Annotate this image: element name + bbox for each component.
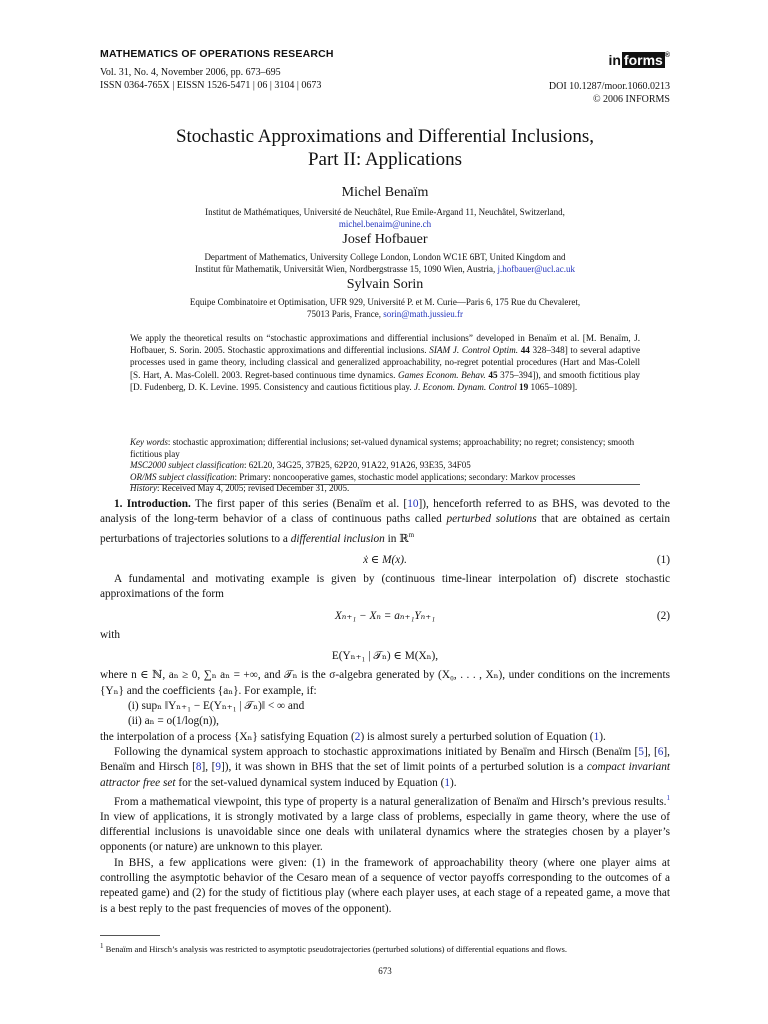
section-heading: 1. Introduction. <box>114 498 191 510</box>
citation-link[interactable]: 6 <box>657 745 664 758</box>
equation-2: Xₙ₊₁ − Xₙ = aₙ₊₁Yₙ₊₁ (2) <box>334 609 670 622</box>
paper-page <box>100 0 670 1024</box>
author-name: Sylvain Sorin <box>346 277 424 292</box>
author-affiliation: Institut de Mathématiques, Université de Neuchâtel, Rue Emile-Argand 11, Neuchâtel, Switzerland, michel.benaim@unine.ch <box>100 206 670 230</box>
equation-1: ẋ ∈ M(x). (1) <box>363 553 670 566</box>
abstract-divider <box>130 484 640 485</box>
paragraph: From a mathematical viewpoint, this type of property is a natural generalization of Benaïm and Hirsch’s previous results.$^1$ In view of applications, it is strongly motivated by a large class of problems, especially in game theory, where the use of differential inclusions is unavoidable since one deals with unilateral dynamics where the strategies chosen by a player’s opponents (or nature) are unknown to this player. <box>100 793 670 854</box>
paragraph: Following the dynamical system approach to stochastic approximations initiated by Benaïm and Hirsch (Benaïm [5], [6], Benaïm and Hirsch [8], [9]), it was shown in BHS that the set of limit points of a perturbed solution is a compact invariant attractor free set for the set-valued dynamical system induced by Equation (1). <box>100 745 671 789</box>
equation-ref-link[interactable]: 1 <box>444 776 451 789</box>
informs-logo: in forms ® <box>608 52 670 68</box>
equation-ref-link[interactable]: 1 <box>593 730 600 743</box>
keywords: Key words: stochastic approximation; differential inclusions; set-valued dynamical systems; approachability; no regret; consistency; smooth fictitious play <box>130 437 635 459</box>
intro-paragraph: 1. Introduction. The first paper of this series (Benaïm et al. [10]), henceforth referred to as BHS, was devoted to the analysis of the long-term behavior of a class of continuous paths called perturbed solutions that are obtained as certain perturbations of trajectories solutions to a differential inclusion in ℝ$^m$ <box>100 498 671 545</box>
paper-title: Stochastic Approximations and Differential Inclusions, Part II: Applications <box>175 126 595 170</box>
issn-line: ISSN 0364-765X | EISSN 1526-5471 | 06 | 3104 | 0673 <box>100 80 322 91</box>
history: History: Received May 4, 2005; revised December 31, 2005. <box>130 483 350 493</box>
paragraph: A fundamental and motivating example is given by (continuous time-linear interpolation of) discrete stochastic approximations of the form <box>100 572 670 601</box>
citation-link[interactable]: 9 <box>215 761 222 774</box>
orms-classification: OR/MS subject classification: Primary: noncooperative games, stochastic model applications; secondary: Markov processes <box>130 471 576 482</box>
author-name: Michel Benaïm <box>341 185 429 200</box>
footnote-divider <box>100 935 160 936</box>
page-number: 673 <box>378 966 392 976</box>
msc-classification: MSC2000 subject classification: 62L20, 34G25, 37B25, 62P20, 91A22, 91A26, 93E35, 34F05 <box>130 460 471 470</box>
condition-item: (ii) aₙ = o(1/log(n)), <box>128 715 219 728</box>
equation-3: E(Yₙ₊₁ | 𝒯ₙ) ∈ M(Xₙ), <box>331 650 439 663</box>
paragraph: the interpolation of a process {Xₙ} satisfying Equation (2) is almost surely a perturbed solution of Equation (1). <box>100 730 606 743</box>
citation-link[interactable]: 10 <box>407 498 419 510</box>
author-affiliation: Department of Mathematics, University College London, London WC1E 6BT, United Kingdom and Institut für Mathematik, Universität Wien, Nordbergstrasse 15, 1090 Wien, Austria, j.hofbauer@ucl.ac.uk <box>195 252 575 274</box>
footnote: $^1$ Benaïm and Hirsch’s analysis was restricted to asymptotic pseudotrajectories (perturbed solutions) of differential equations and flows. <box>100 942 568 954</box>
equation-ref-link[interactable]: 2 <box>354 730 361 743</box>
author-affiliation: Equipe Combinatoire et Optimisation, UFR 929, Université P. et M. Curie—Paris 6, 175 Rue du Chevaleret, 75013 Paris, France, sorin@math.jussieu.fr <box>189 297 581 319</box>
citation-link[interactable]: 8 <box>195 761 202 774</box>
doi-block <box>549 80 670 106</box>
main-text <box>100 497 670 917</box>
volume-line: Vol. 31, No. 4, November 2006, pp. 673–695 <box>100 67 281 78</box>
keywords-block <box>130 437 640 495</box>
doi: DOI 10.1287/moor.1060.0213 <box>548 81 670 92</box>
author-email-link[interactable]: michel.benaim@unine.ch <box>338 219 432 229</box>
paragraph: where n ∈ ℕ, aₙ ≥ 0, ∑ₙ aₙ = +∞, and 𝒯ₙ is the σ-algebra generated by (X₀, . . . , Xₙ), under conditions on the increments {Yₙ} and the coefficients {aₙ}. For example, if: <box>100 669 670 697</box>
condition-item: (i) supₙ ‖Yₙ₊₁ − E(Yₙ₊₁ | 𝒯ₙ)‖ < ∞ and <box>128 700 305 713</box>
abstract: We apply the theoretical results on “stochastic approximations and differential inclusions” developed in Benaïm et al. [M. Benaïm, J. Hofbauer, S. Sorin. 2005. Stochastic approximations and differential inclusions. SIAM J. Control Optim. 44 328–348] to several adaptive processes used in game theory, including classical and generalized approachability, no-regret potential procedures (Hart and Mas-Colell [S. Hart, A. Mas-Colell. 2003. Regret-based continuous time dynamics. Games Econom. Behav. 45 375–394]), and smooth fictitious play [D. Fudenberg, D. K. Levine. 1995. Consistency and cautious fictitious play. J. Econom. Dynam. Control 19 1065–1089]. <box>130 333 641 392</box>
copyright: © 2006 INFORMS <box>592 94 670 105</box>
author-name: Josef Hofbauer <box>342 232 428 247</box>
citation-link[interactable]: 5 <box>638 745 644 758</box>
author-email-link[interactable]: j.hofbauer@ucl.ac.uk <box>497 264 575 274</box>
author-email-link[interactable]: sorin@math.jussieu.fr <box>383 309 464 319</box>
journal-name: MATHEMATICS OF OPERATIONS RESEARCH <box>100 48 334 60</box>
footnote-link[interactable]: 1 <box>666 793 670 802</box>
paragraph: In BHS, a few applications were given: (1) in the framework of approachability theory (where one player aims at controlling the asymptotic behavior of the Cesaro mean of a sequence of vector payoffs corresponding to the outcomes of a repeated game) and (2) for the study of fictitious play (where each player uses, at each stage of a repeated game, a move that is a best reply to the past frequencies of moves of the opponent). <box>100 856 670 915</box>
volume-info <box>100 66 321 92</box>
paragraph: with <box>100 628 121 641</box>
